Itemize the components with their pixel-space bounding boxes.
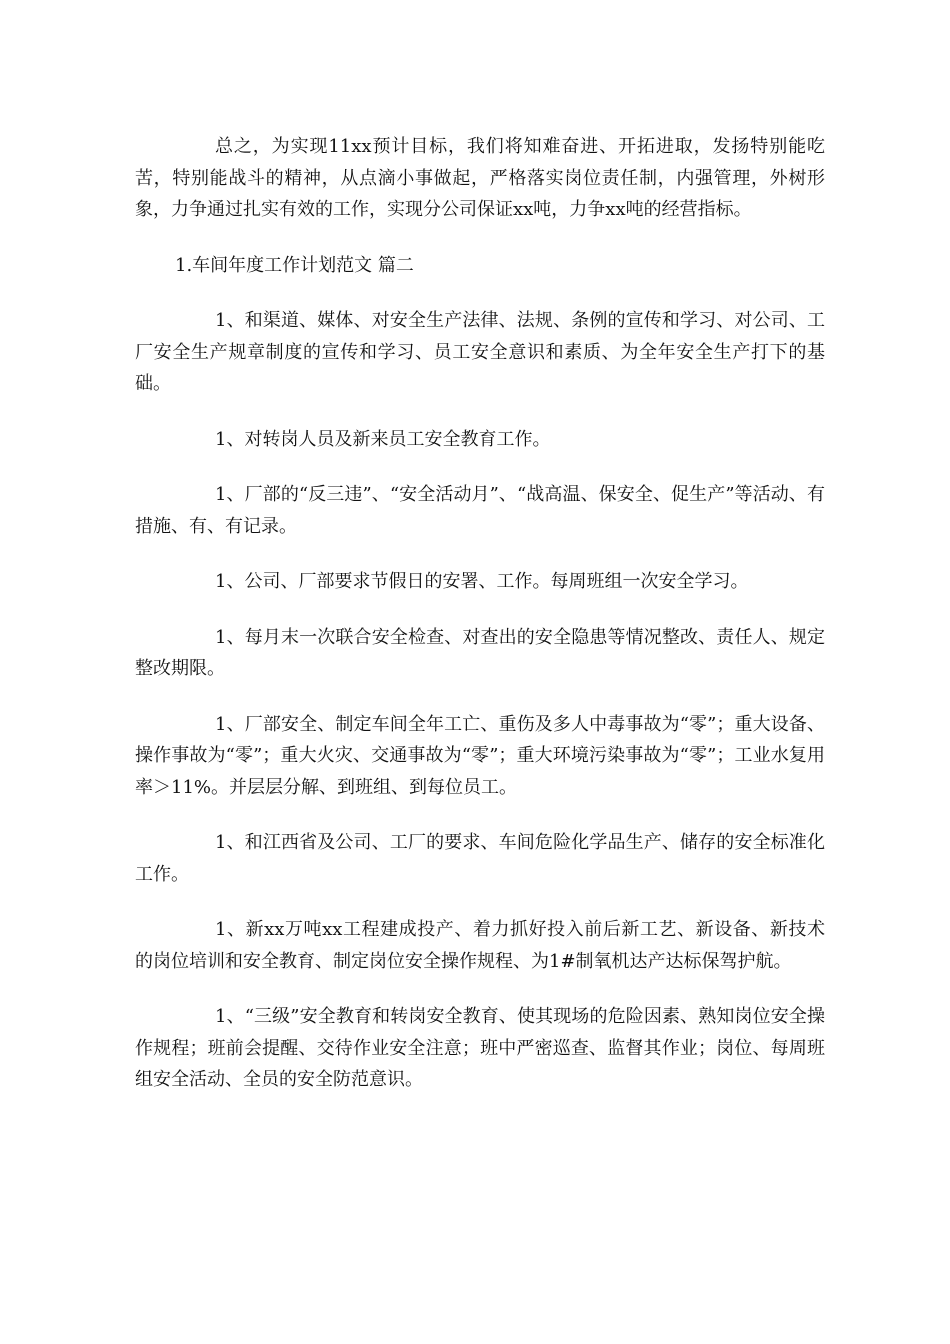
plan-item: 1、对转岗人员及新来员工安全教育工作。 — [215, 428, 551, 450]
document-page — [135, 131, 825, 1120]
section-heading: 1.车间年度工作计划范文 篇二 — [175, 254, 414, 276]
intro-paragraph: 总之，为实现11xx预计目标，我们将知难奋进、开拓进取，发扬特别能吃苦，特别能战斗的精神，从点滴小事做起，严格落实岗位责任制，内强管理，外树形象，力争通过扎实有效的工作，实现分公司保证xx吨，力争xx吨的经营指标。 — [135, 136, 825, 220]
plan-item: 1、新xx万吨xx工程建成投产、着力抓好投入前后新工艺、新设备、新技术的岗位培训和安全教育、制定岗位安全操作规程、为1#制氧机达产达标保驾护航。 — [135, 919, 825, 972]
plan-item: 1、和江西省及公司、工厂的要求、车间危险化学品生产、储存的安全标准化工作。 — [135, 832, 825, 885]
plan-item: 1、厂部的“反三违”、“安全活动月”、“战高温、保安全、促生产”等活动、有措施、有、有记录。 — [135, 484, 825, 537]
plan-item: 1、每月末一次联合安全检查、对查出的安全隐患等情况整改、责任人、规定整改期限。 — [135, 626, 825, 679]
plan-item: 1、“三级”安全教育和转岗安全教育、使其现场的危险因素、熟知岗位安全操作规程；班前会提醒、交待作业安全注意；班中严密巡查、监督其作业；岗位、每周班组安全活动、全员的安全防范意识。 — [135, 1006, 825, 1090]
plan-item: 1、厂部安全、制定车间全年工亡、重伤及多人中毒事故为“零”；重大设备、操作事故为“零”；重大火灾、交通事故为“零”；重大环境污染事故为“零”；工业水复用率＞11%。并层层分解、到班组、到每位员工。 — [135, 713, 825, 798]
plan-item: 1、和渠道、媒体、对安全生产法律、法规、条例的宣传和学习、对公司、工厂安全生产规章制度的宣传和学习、员工安全意识和素质、为全年安全生产打下的基础。 — [135, 310, 825, 394]
plan-item: 1、公司、厂部要求节假日的安署、工作。每周班组一次安全学习。 — [215, 571, 749, 592]
